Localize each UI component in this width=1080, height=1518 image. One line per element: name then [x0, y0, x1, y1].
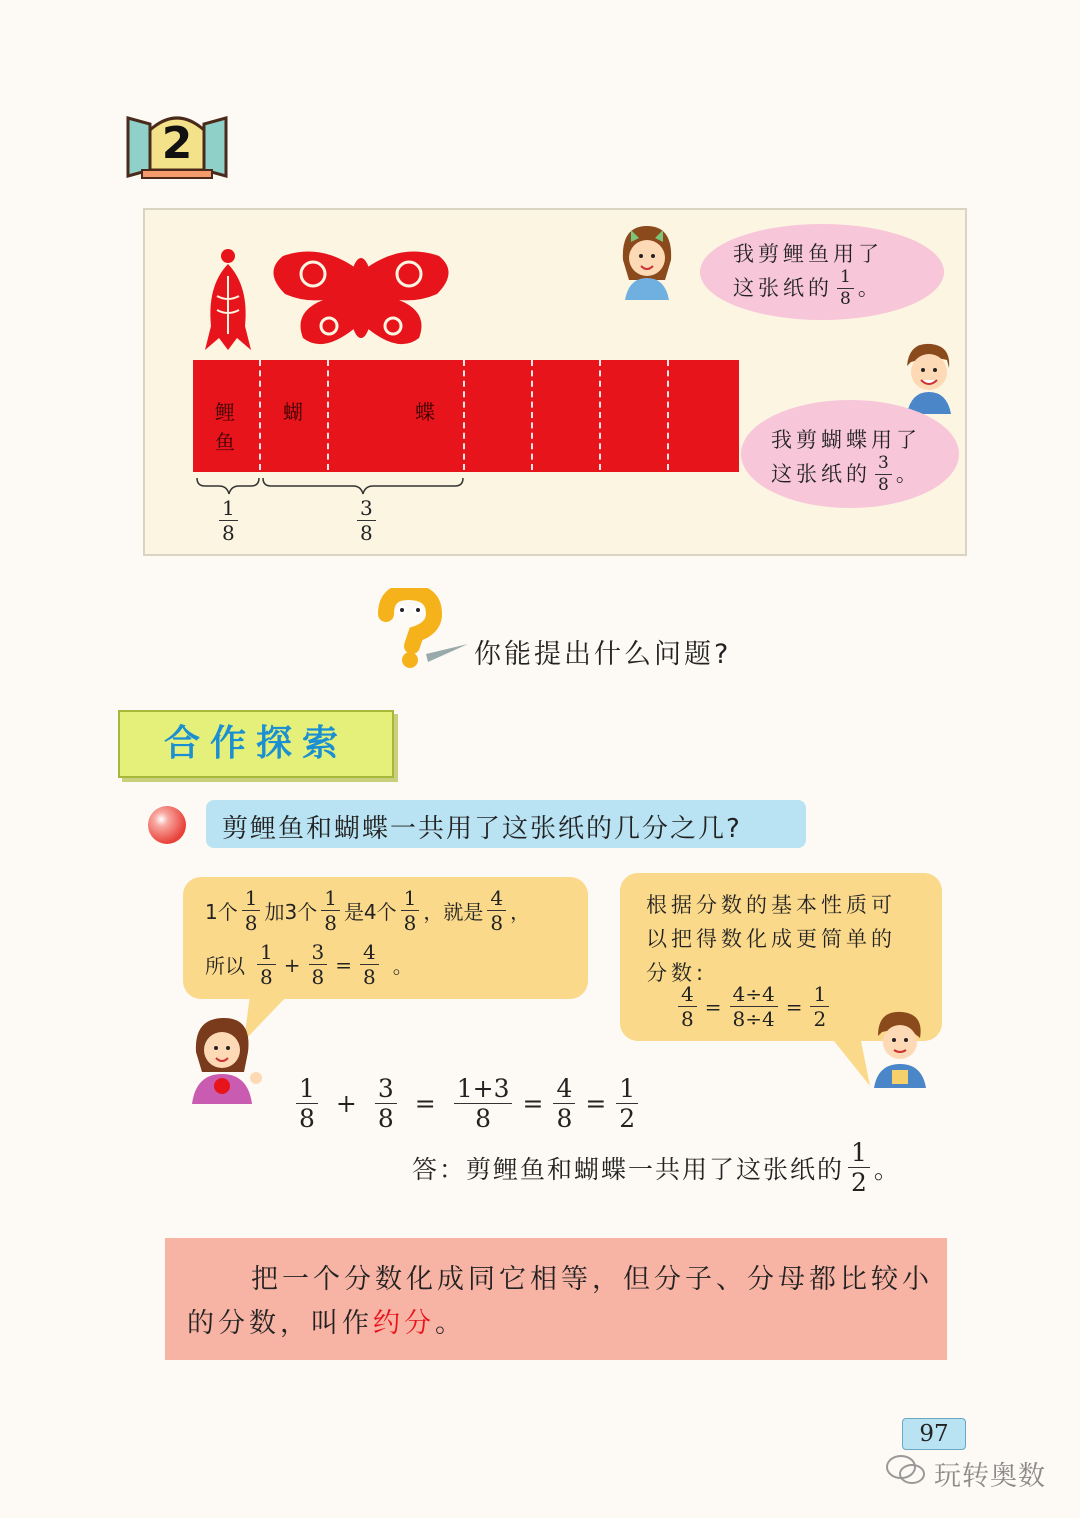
definition-box — [165, 1238, 947, 1360]
period: 。 — [857, 276, 883, 301]
numerator: 1 — [401, 888, 420, 911]
equals: = — [585, 1089, 607, 1118]
fraction-4div4-8div4 — [730, 984, 778, 1029]
text: ，就是 — [423, 900, 484, 924]
denominator: 8 — [878, 475, 889, 496]
denominator: 2 — [851, 1168, 867, 1197]
denominator: 8 — [363, 965, 376, 989]
denominator: 2 — [813, 1007, 827, 1031]
page-number: 97 — [919, 1421, 949, 1447]
right-bubble-equation — [674, 984, 833, 1029]
denominator: 8 — [311, 965, 325, 989]
numerator: 3 — [309, 942, 328, 965]
denominator: 8 — [222, 521, 235, 545]
numerator: 4÷4 — [730, 984, 778, 1007]
fraction-1-2 — [810, 984, 829, 1029]
numerator: 1 — [242, 888, 261, 911]
denominator: 8 — [244, 911, 258, 935]
numerator: 1 — [810, 984, 829, 1007]
paper-strip — [193, 360, 739, 472]
numerator: 1 — [848, 1140, 870, 1168]
plus: + — [283, 952, 301, 977]
right-bubble-line2: 以把得数化成更简单的 — [646, 927, 896, 951]
text: 1个 — [205, 900, 238, 924]
denominator: 8÷4 — [732, 1007, 775, 1031]
definition-line2 — [187, 1302, 933, 1346]
numerator: 3 — [375, 1076, 397, 1104]
equals: = — [785, 994, 803, 1019]
right-bubble-line3: 分数: — [646, 961, 708, 985]
definition-text — [187, 1258, 933, 1346]
fraction-4-8 — [678, 984, 697, 1029]
numerator: 1 — [321, 888, 340, 911]
numerator: 1 — [837, 269, 854, 289]
numerator: 4 — [553, 1076, 575, 1104]
girl-avatar — [615, 220, 679, 300]
text: 所以 — [205, 954, 245, 978]
definition-line2-text: 的分数，叫作 — [187, 1308, 373, 1339]
numerator: 4 — [360, 942, 379, 965]
fraction-1-8 — [242, 888, 261, 933]
answer-text: 答：剪鲤鱼和蝴蝶一共用了这张纸的 — [412, 1154, 845, 1184]
strip-cell — [533, 360, 601, 470]
fraction-3-8 — [375, 1076, 397, 1131]
period: 。 — [435, 1308, 466, 1339]
wechat-icon — [884, 1452, 928, 1488]
fraction-1-8 — [257, 942, 276, 987]
denominator: 8 — [260, 965, 273, 989]
girl-speech — [733, 240, 883, 308]
boy-avatar — [897, 338, 959, 414]
answer-line — [412, 1140, 899, 1195]
fraction-4-8 — [553, 1076, 575, 1131]
strip-label: 鱼 — [215, 430, 235, 454]
equals: = — [522, 1089, 544, 1118]
left-bubble-line1 — [205, 888, 530, 933]
numerator: 1 — [257, 942, 276, 965]
fraction-3-8 — [309, 942, 328, 987]
fish-papercut-icon — [197, 246, 259, 356]
fraction-4-8 — [487, 888, 506, 933]
equals: = — [414, 1089, 436, 1118]
denominator: 8 — [475, 1104, 492, 1133]
butterfly-papercut-icon — [263, 242, 459, 356]
denominator: 8 — [840, 289, 851, 310]
right-bubble-line1: 根据分数的基本性质可 — [646, 893, 896, 917]
brace-fraction-3-8 — [353, 498, 380, 543]
strip-label: 鲤 — [215, 400, 235, 424]
strip-cell — [601, 360, 669, 470]
brace-fraction-1-8 — [215, 498, 242, 543]
paper-cut-scene — [143, 208, 967, 556]
left-bubble-line2 — [205, 942, 413, 987]
equals: = — [335, 952, 352, 977]
girl-avatar-2 — [186, 1012, 266, 1104]
right-bubble-text — [646, 888, 896, 990]
strip-label: 蝴 — [283, 400, 303, 424]
numerator: 1 — [219, 498, 238, 521]
section-number: 2 — [161, 118, 193, 169]
boy-speech-line1: 我剪蝴蝶用了 — [771, 428, 921, 452]
period: 。 — [873, 1154, 899, 1184]
definition-line1: 把一个分数化成同它相等，但分子、分母都比较小 — [251, 1264, 933, 1295]
fraction-1plus3-8 — [454, 1076, 513, 1131]
period: 。 — [392, 954, 413, 978]
denominator: 8 — [681, 1007, 694, 1031]
text: ， — [510, 900, 531, 924]
denominator: 8 — [360, 521, 373, 545]
fraction-1-8 — [321, 888, 340, 933]
numerator: 3 — [357, 498, 376, 521]
denominator: 8 — [556, 1104, 573, 1133]
numerator: 1 — [296, 1076, 318, 1104]
answer-fraction — [848, 1140, 870, 1195]
fraction-1-8 — [401, 888, 420, 933]
fraction-1-2 — [616, 1076, 638, 1131]
equals: = — [704, 994, 722, 1019]
boy-speech — [771, 426, 921, 494]
question-mark-mascot-icon — [372, 588, 472, 670]
numerator: 1 — [616, 1076, 638, 1104]
girl-speech-fraction — [837, 269, 854, 308]
question-text: 剪鲤鱼和蝴蝶一共用了这张纸的几分之几? — [222, 814, 742, 844]
strip-label: 蝶 — [415, 400, 435, 424]
numerator: 4 — [487, 888, 506, 911]
denominator: 8 — [403, 911, 417, 935]
main-equation — [292, 1076, 642, 1131]
boy-avatar-2 — [868, 1006, 930, 1088]
numerator: 3 — [875, 455, 892, 475]
strip-cell — [465, 360, 533, 470]
girl-speech-line2: 这张纸的 — [733, 276, 833, 301]
definition-term: 约分 — [373, 1308, 435, 1339]
plus: + — [335, 1089, 357, 1118]
denominator: 8 — [490, 911, 504, 935]
explore-title: 合作探索 — [163, 723, 348, 764]
boy-speech-line2: 这张纸的 — [771, 462, 871, 487]
fraction-4-8 — [360, 942, 379, 987]
question-prompt: 你能提出什么问题? — [474, 639, 732, 670]
page-number-badge — [902, 1418, 966, 1450]
bullet-ball-icon — [148, 806, 186, 844]
denominator: 2 — [619, 1104, 636, 1133]
numerator: 1+3 — [454, 1076, 513, 1104]
girl-speech-line1: 我剪鲤鱼用了 — [733, 242, 883, 266]
text: 是4个 — [343, 900, 397, 924]
watermark: 玩转奥数 — [934, 1461, 1046, 1492]
denominator: 8 — [299, 1104, 315, 1133]
fraction-1-8 — [296, 1076, 318, 1131]
numerator: 4 — [678, 984, 697, 1007]
explore-title-banner — [118, 710, 394, 778]
denominator: 8 — [324, 911, 337, 935]
section-number-badge — [122, 110, 232, 182]
period: 。 — [895, 462, 921, 487]
strip-cell — [329, 360, 397, 470]
denominator: 8 — [377, 1104, 394, 1133]
brace-lines — [193, 476, 473, 496]
text: 加3个 — [264, 900, 318, 924]
boy-speech-fraction — [875, 455, 892, 494]
